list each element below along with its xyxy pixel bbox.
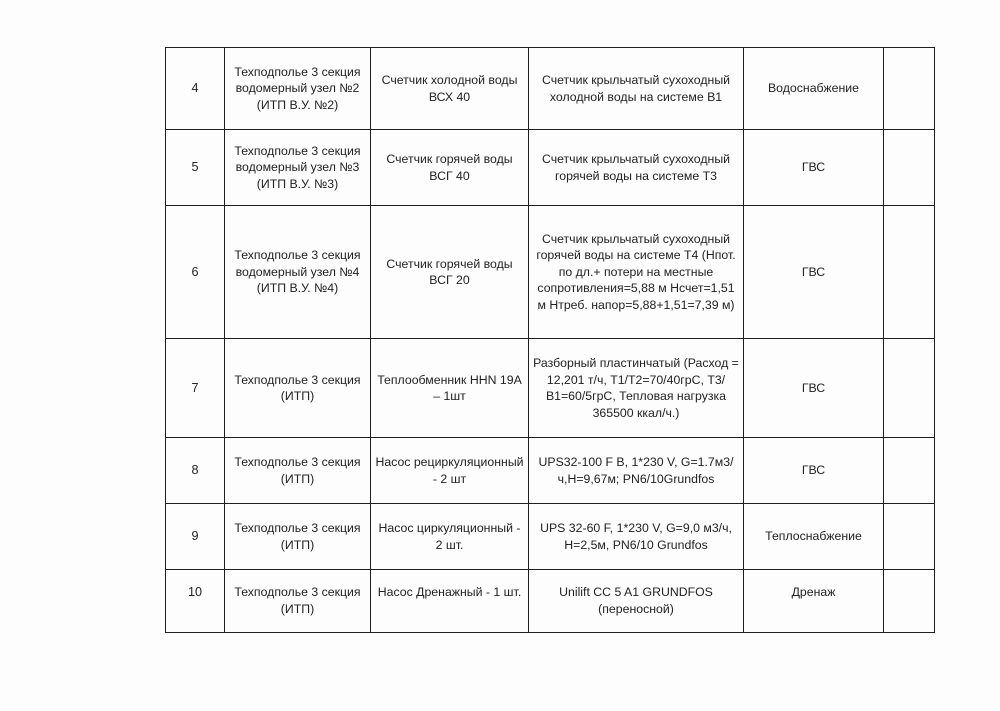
equipment-name-cell: Теплообменник HHN 19A – 1шт	[371, 339, 529, 438]
location-cell: Техподполье 3 секция (ИТП)	[225, 504, 371, 570]
description-cell: Unilift CC 5 A1 GRUNDFOS (переносной)	[529, 570, 744, 633]
description-cell: Счетчик крыльчатый сухоходный холодной воды на системе В1	[529, 48, 744, 130]
equipment-name-cell: Счетчик горячей воды ВСГ 40	[371, 130, 529, 206]
location-cell: Техподполье 3 секция водомерный узел №3 (ИТП В.У. №3)	[225, 130, 371, 206]
row-number: 8	[166, 438, 225, 504]
row-number: 10	[166, 570, 225, 633]
equipment-name-cell: Счетчик холодной воды ВСХ 40	[371, 48, 529, 130]
table-row	[166, 339, 935, 438]
table-row	[166, 438, 935, 504]
system-cell: ГВС	[744, 339, 884, 438]
note-cell	[884, 48, 935, 130]
note-cell	[884, 206, 935, 339]
location-cell: Техподполье 3 секция (ИТП)	[225, 438, 371, 504]
equipment-table	[165, 47, 935, 633]
location-cell: Техподполье 3 секция водомерный узел №4 (ИТП В.У. №4)	[225, 206, 371, 339]
note-cell	[884, 339, 935, 438]
table-row	[166, 570, 935, 633]
system-cell: Дренаж	[744, 570, 884, 633]
row-number: 7	[166, 339, 225, 438]
note-cell	[884, 504, 935, 570]
table-row	[166, 130, 935, 206]
description-cell: UPS 32-60 F, 1*230 V, G=9,0 м3/ч, Н=2,5м, PN6/10 Grundfos	[529, 504, 744, 570]
system-cell: Теплоснабжение	[744, 504, 884, 570]
note-cell	[884, 130, 935, 206]
note-cell	[884, 570, 935, 633]
description-cell: Счетчик крыльчатый сухоходный горячей воды на системе Т4 (Нпот. по дл.+ потери на местные сопротивления=5,88 м Нсчет=1,51 м Нтреб. напор=5,88+1,51=7,39 м)	[529, 206, 744, 339]
row-number: 5	[166, 130, 225, 206]
table-row	[166, 504, 935, 570]
system-cell: ГВС	[744, 438, 884, 504]
system-cell: Водоснабжение	[744, 48, 884, 130]
equipment-name-cell: Насос рециркуляционный - 2 шт	[371, 438, 529, 504]
equipment-name-cell: Насос циркуляционный - 2 шт.	[371, 504, 529, 570]
table-row	[166, 48, 935, 130]
system-cell: ГВС	[744, 206, 884, 339]
location-cell: Техподполье 3 секция (ИТП)	[225, 339, 371, 438]
description-cell: UPS32-100 F B, 1*230 V, G=1.7м3/ч,Н=9,67м; PN6/10Grundfos	[529, 438, 744, 504]
equipment-name-cell: Счетчик горячей воды ВСГ 20	[371, 206, 529, 339]
row-number: 9	[166, 504, 225, 570]
table-row	[166, 206, 935, 339]
location-cell: Техподполье 3 секция (ИТП)	[225, 570, 371, 633]
note-cell	[884, 438, 935, 504]
location-cell: Техподполье 3 секция водомерный узел №2 (ИТП В.У. №2)	[225, 48, 371, 130]
description-cell: Разборный пластинчатый (Расход = 12,201 т/ч, Т1/Т2=70/40грС, Т3/В1=60/5грС, Тепловая нагрузка 365500 ккал/ч.)	[529, 339, 744, 438]
system-cell: ГВС	[744, 130, 884, 206]
equipment-name-cell: Насос Дренажный - 1 шт.	[371, 570, 529, 633]
description-cell: Счетчик крыльчатый сухоходный горячей воды на системе Т3	[529, 130, 744, 206]
row-number: 6	[166, 206, 225, 339]
row-number: 4	[166, 48, 225, 130]
